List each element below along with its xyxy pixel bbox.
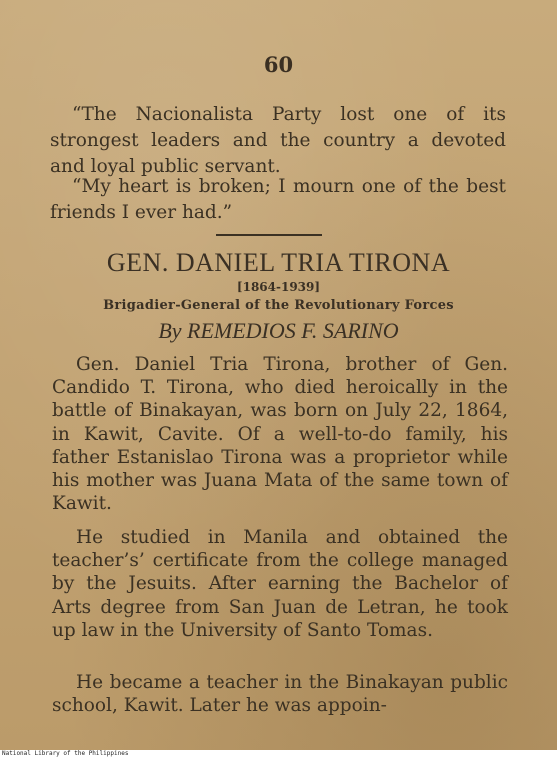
article-years: [1864-1939] — [236, 280, 321, 294]
section-divider — [216, 234, 322, 236]
body-paragraph: He studied in Manila and obtained the teacher’s’ certificate from the college managed by the Jesuits. After earning the Bachelor of Arts degree from San Juan de Letran, he took up law in the University of Santo Tomas. — [52, 527, 508, 641]
body-paragraph: Gen. Daniel Tria Tirona, brother of Gen. Candido T. Tirona, who died heroically in the battle of Binakayan, was born on July 22, 1864, in Kawit, Cavite. Of a well-to-do family, his father Estanislao Tirona was a proprietor while his mother was Juana Mata of the same town of Kawit. — [52, 354, 508, 515]
article-title: GEN. DANIEL TRIA TIRONA — [106, 248, 451, 277]
quote-paragraph: “The Nacionalista Party lost one of its strongest leaders and the country a devoted and loyal public servant. — [50, 104, 506, 177]
source-credit: National Library of the Philippines — [0, 750, 557, 758]
article-byline: By REMEDIOS F. SARINO — [158, 318, 399, 343]
quote-paragraph: “My heart is broken; I mourn one of the best friends I ever had.” — [50, 176, 506, 223]
page-number: 60 — [263, 52, 294, 77]
body-paragraph: He became a teacher in the Binakayan public school, Kawit. Later he was appoin- — [52, 672, 508, 717]
article-rank: Brigadier-General of the Revolutionary Forces — [103, 298, 454, 313]
